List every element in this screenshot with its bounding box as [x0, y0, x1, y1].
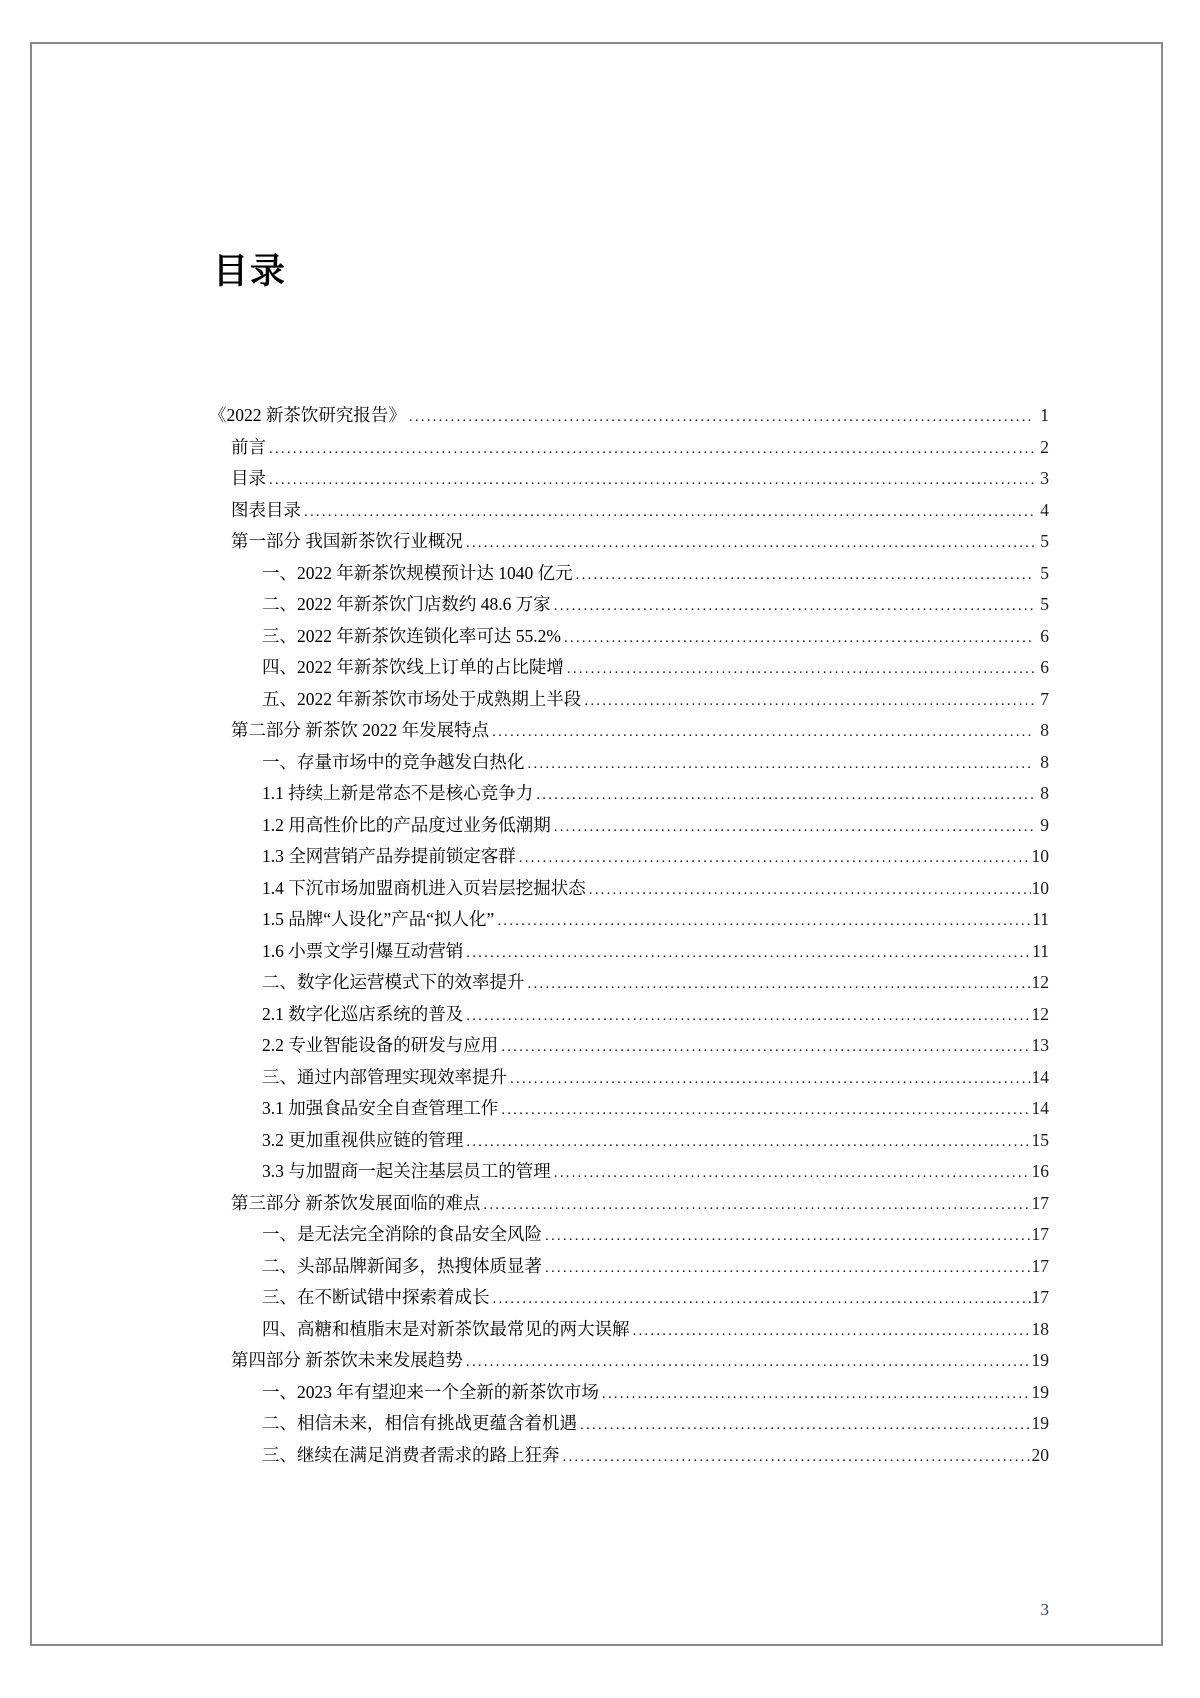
toc-dot-leader — [519, 843, 1031, 875]
toc-entry-label: 一、是无法完全消除的食品安全风险 — [262, 1224, 542, 1244]
toc-dot-leader — [554, 812, 1034, 844]
toc-dot-leader — [497, 906, 1031, 938]
toc-entry-page: 17 — [1031, 1224, 1049, 1244]
toc-dot-leader — [564, 623, 1034, 655]
toc-entry-page: 19 — [1031, 1413, 1049, 1433]
toc-entry-label: 四、2022 年新茶饮线上订单的占比陡增 — [262, 657, 564, 677]
document-page — [30, 42, 1163, 1646]
toc-dot-leader — [580, 1410, 1031, 1442]
toc-entry-label: 一、2023 年有望迎来一个全新的新茶饮市场 — [262, 1381, 599, 1402]
toc-dot-leader — [493, 1284, 1031, 1316]
toc-entry-label: 1.1 持续上新是常态不是核心竞争力 — [262, 783, 534, 803]
toc-entry-page: 6 — [1040, 625, 1049, 646]
toc-entry-label: 第三部分 新茶饮发展面临的难点 — [231, 1192, 481, 1213]
toc-entry-label: 2.1 数字化巡店系统的普及 — [262, 1003, 464, 1024]
toc-dot-leader — [409, 402, 1034, 434]
toc-entry[interactable] — [209, 1062, 1049, 1094]
toc-dot-leader — [304, 497, 1034, 529]
toc-entry-page: 16 — [1031, 1161, 1049, 1181]
toc-entry-label: 前言 — [231, 436, 266, 457]
toc-entry-label: 四、高糖和植脂末是对新茶饮最常见的两大误解 — [262, 1318, 630, 1339]
toc-entry-page: 14 — [1031, 1066, 1049, 1087]
toc-entry-page: 13 — [1031, 1035, 1049, 1055]
toc-entry-label: 1.5 品牌“人设化”产品“拟人化” — [262, 909, 495, 929]
toc-dot-leader — [545, 1221, 1031, 1253]
toc-entry[interactable] — [209, 999, 1049, 1031]
toc-dot-leader — [589, 875, 1031, 907]
toc-entry-page: 8 — [1040, 751, 1049, 772]
toc-entry-label: 2.2 专业智能设备的研发与应用 — [262, 1035, 499, 1055]
toc-entry-label: 二、头部品牌新闻多，热搜体质显著 — [262, 1255, 542, 1276]
toc-dot-leader — [633, 1316, 1031, 1348]
toc-entry[interactable] — [209, 904, 1049, 936]
toc-entry[interactable] — [209, 1125, 1049, 1157]
toc-dot-leader — [492, 717, 1034, 749]
toc-entry-label: 3.3 与加盟商一起关注基层员工的管理 — [262, 1161, 551, 1181]
toc-entry-label: 第一部分 我国新茶饮行业概况 — [231, 531, 463, 551]
toc-entry-page: 5 — [1040, 594, 1049, 614]
toc-entry[interactable] — [209, 715, 1049, 747]
toc-entry[interactable] — [209, 495, 1049, 527]
toc-entry-page: 2 — [1040, 436, 1049, 457]
toc-entry-page: 10 — [1031, 846, 1049, 866]
toc-dot-leader — [576, 560, 1034, 592]
toc-entry[interactable] — [209, 1440, 1049, 1472]
toc-dot-leader — [269, 465, 1034, 497]
toc-entry-page: 17 — [1031, 1255, 1049, 1276]
toc-entry-page: 8 — [1040, 720, 1049, 740]
toc-entry-label: 1.3 全网营销产品券提前锁定客群 — [262, 846, 516, 866]
toc-entry-label: 三、在不断试错中探索着成长 — [262, 1287, 490, 1307]
toc-entry[interactable] — [209, 1345, 1049, 1377]
toc-entry[interactable] — [209, 1188, 1049, 1220]
toc-entry[interactable] — [209, 589, 1049, 621]
toc-entry-label: 《2022 新茶饮研究报告》 — [209, 405, 406, 425]
toc-dot-leader — [466, 938, 1031, 970]
toc-entry-label: 3.2 更加重视供应链的管理 — [262, 1129, 464, 1150]
toc-entry[interactable] — [209, 810, 1049, 842]
toc-entry-label: 1.4 下沉市场加盟商机进入页岩层挖掘状态 — [262, 877, 586, 898]
toc-dot-leader — [563, 1442, 1031, 1474]
toc-entry-page: 11 — [1032, 940, 1049, 961]
toc-entry[interactable] — [209, 1030, 1049, 1062]
toc-entry[interactable] — [209, 747, 1049, 779]
toc-entry-label: 三、2022 年新茶饮连锁化率可达 55.2% — [262, 625, 561, 646]
toc-entry[interactable] — [209, 1093, 1049, 1125]
toc-entry-page: 7 — [1040, 688, 1049, 709]
toc-dot-leader — [528, 969, 1031, 1001]
toc-entry-page: 15 — [1031, 1129, 1049, 1150]
toc-entry-label: 图表目录 — [231, 499, 301, 520]
toc-entry-label: 三、继续在满足消费者需求的路上狂奔 — [262, 1444, 560, 1465]
toc-dot-leader — [554, 591, 1034, 623]
toc-dot-leader — [584, 686, 1034, 718]
toc-entry-label: 二、数字化运营模式下的效率提升 — [262, 972, 525, 992]
toc-entry-page: 3 — [1040, 468, 1049, 488]
toc-entry-page: 11 — [1032, 909, 1049, 929]
toc-entry-label: 目录 — [231, 468, 266, 488]
toc-entry-label: 三、通过内部管理实现效率提升 — [262, 1066, 507, 1087]
toc-dot-leader — [501, 1095, 1030, 1127]
footer-page-number: 3 — [1040, 1600, 1049, 1619]
toc-entry-page: 6 — [1040, 657, 1049, 677]
toc-entry-label: 五、2022 年新茶饮市场处于成熟期上半段 — [262, 688, 582, 709]
toc-entry[interactable] — [209, 936, 1049, 968]
toc-dot-leader — [554, 1158, 1031, 1190]
toc-dot-leader — [501, 1032, 1030, 1064]
toc-dot-leader — [483, 1190, 1030, 1222]
table-of-contents — [209, 400, 1049, 1471]
toc-entry-page: 5 — [1040, 562, 1049, 583]
toc-dot-leader — [545, 1253, 1031, 1285]
toc-entry[interactable] — [209, 1408, 1049, 1440]
toc-entry[interactable] — [209, 841, 1049, 873]
toc-entry[interactable] — [209, 463, 1049, 495]
toc-entry[interactable] — [209, 558, 1049, 590]
toc-dot-leader — [466, 1347, 1031, 1379]
toc-entry-page: 18 — [1031, 1318, 1049, 1339]
toc-entry-label: 1.6 小票文学引爆互动营销 — [262, 940, 464, 961]
toc-entry[interactable] — [209, 621, 1049, 653]
toc-dot-leader — [528, 749, 1035, 781]
toc-entry[interactable] — [209, 1314, 1049, 1346]
toc-dot-leader — [602, 1379, 1031, 1411]
toc-entry[interactable] — [209, 873, 1049, 905]
toc-entry[interactable] — [209, 1251, 1049, 1283]
toc-entry[interactable] — [209, 1156, 1049, 1188]
toc-entry[interactable] — [209, 400, 1049, 432]
toc-entry[interactable] — [209, 1282, 1049, 1314]
toc-dot-leader — [466, 528, 1034, 560]
toc-entry[interactable] — [209, 684, 1049, 716]
toc-entry-label: 1.2 用高性价比的产品度过业务低潮期 — [262, 814, 551, 835]
toc-entry[interactable] — [209, 1219, 1049, 1251]
toc-entry-page: 9 — [1040, 814, 1049, 835]
page-title: 目录 — [213, 252, 288, 291]
toc-entry-page: 10 — [1031, 877, 1049, 898]
toc-entry-page: 17 — [1031, 1287, 1049, 1307]
toc-entry-page: 19 — [1031, 1350, 1049, 1370]
toc-entry-page: 5 — [1040, 531, 1049, 551]
toc-entry-label: 一、存量市场中的竞争越发白热化 — [262, 751, 525, 772]
toc-entry-page: 19 — [1031, 1381, 1049, 1402]
toc-entry[interactable] — [209, 778, 1049, 810]
toc-entry-page: 12 — [1031, 1003, 1049, 1024]
toc-entry-label: 二、相信未来，相信有挑战更蕴含着机遇 — [262, 1413, 577, 1433]
toc-entry-page: 8 — [1040, 783, 1049, 803]
toc-entry[interactable] — [209, 526, 1049, 558]
toc-entry-label: 一、2022 年新茶饮规模预计达 1040 亿元 — [262, 562, 573, 583]
toc-dot-leader — [536, 780, 1034, 812]
toc-entry-page: 20 — [1031, 1444, 1049, 1465]
toc-entry[interactable] — [209, 1377, 1049, 1409]
toc-entry-label: 第二部分 新茶饮 2022 年发展特点 — [231, 720, 490, 740]
toc-entry-page: 14 — [1031, 1098, 1049, 1118]
toc-entry-page: 17 — [1031, 1192, 1049, 1213]
toc-entry[interactable] — [209, 967, 1049, 999]
toc-entry-label: 3.1 加强食品安全自查管理工作 — [262, 1098, 499, 1118]
toc-entry-label: 二、2022 年新茶饮门店数约 48.6 万家 — [262, 594, 551, 614]
toc-entry-page: 4 — [1040, 499, 1049, 520]
toc-dot-leader — [466, 1127, 1030, 1159]
toc-entry[interactable] — [209, 652, 1049, 684]
toc-dot-leader — [510, 1064, 1031, 1096]
toc-dot-leader — [466, 1001, 1030, 1033]
toc-dot-leader — [269, 434, 1034, 466]
toc-dot-leader — [567, 654, 1034, 686]
toc-entry-page: 1 — [1040, 405, 1049, 425]
toc-entry-label: 第四部分 新茶饮未来发展趋势 — [231, 1350, 463, 1370]
toc-entry-page: 12 — [1031, 972, 1049, 992]
toc-entry[interactable] — [209, 432, 1049, 464]
